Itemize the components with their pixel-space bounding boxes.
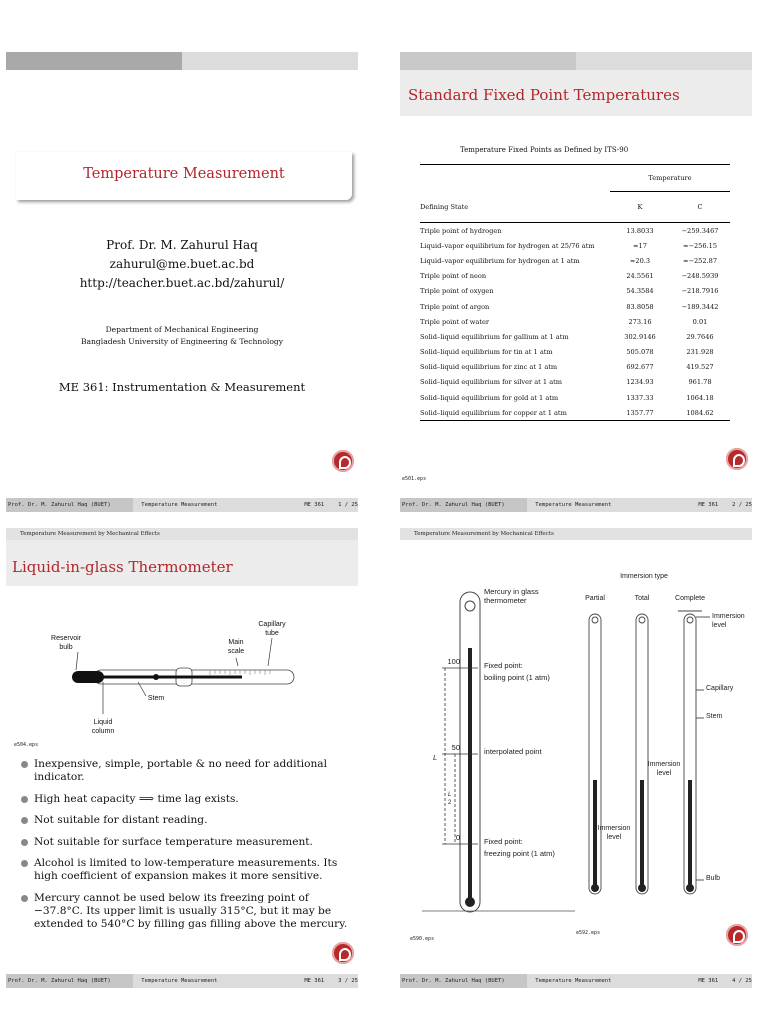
figure-file-label-left: e590.eps [410, 936, 435, 942]
title-box [16, 152, 352, 200]
footer-page: 3 / 25 [338, 978, 358, 984]
frame-title: Liquid-in-glass Thermometer [12, 558, 233, 576]
slide-footer [6, 498, 358, 512]
cell-celsius: 1064.18 [686, 393, 714, 402]
label-bulb: Bulb [706, 875, 721, 882]
col-defining-state: Defining State [420, 192, 610, 223]
cell-state: Triple point of water [420, 317, 490, 326]
footer-author: Prof. Dr. M. Zahurul Haq (BUET) [6, 498, 133, 512]
col-kelvin: K [610, 192, 670, 223]
cell-state: Liquid–vapor equilibrium for hydrogen at 1 atm [420, 256, 580, 265]
label-fixed-point-boiling-a: Fixed point: [484, 661, 523, 670]
cell-kelvin: 273.16 [628, 317, 652, 326]
label-fixed-point-boiling-b: boiling point (1 atm) [484, 673, 550, 682]
footer-course: ME 361 [698, 502, 719, 508]
table-row [420, 269, 730, 284]
label-stem: Stem [706, 713, 723, 720]
table-row [420, 405, 730, 421]
slide-4-immersion [400, 528, 752, 988]
course-title: ME 361: Instrumentation & Measurement [58, 380, 306, 394]
footer-title: Temperature Measurement [141, 502, 218, 508]
cell-state: Triple point of hydrogen [420, 226, 502, 235]
table-row [420, 329, 730, 344]
scale-50: 50 [451, 743, 460, 752]
cell-state: Triple point of argon [420, 302, 490, 311]
bullet-list [18, 758, 354, 939]
table-caption: Temperature Fixed Points as Defined by ITS-90 [460, 146, 629, 154]
table-row [420, 375, 730, 390]
cell-celsius: −218.7916 [681, 287, 719, 296]
buet-logo-icon [726, 924, 748, 946]
slide-3-liquid-in-glass [6, 528, 358, 988]
scale-0: 0 [455, 833, 460, 842]
cell-kelvin: ≈20.3 [629, 256, 651, 265]
cell-celsius: ≈−256.15 [682, 241, 718, 250]
slide-1-title [6, 52, 358, 512]
label-column: column [91, 728, 115, 735]
cell-state: Solid–liquid equilibrium for tin at 1 atm [420, 348, 553, 357]
cell-celsius: 0.01 [692, 317, 708, 326]
footer-page: 2 / 25 [732, 502, 752, 508]
immersion-diagram [400, 568, 752, 948]
cell-celsius: −259.3467 [681, 226, 719, 235]
table-row [420, 314, 730, 329]
cell-kelvin: 13.8033 [626, 226, 654, 235]
slide-header-bar [400, 52, 752, 70]
cell-state: Liquid–vapor equilibrium for hydrogen at 25/76 atm [420, 241, 595, 250]
label-scale: scale [227, 648, 245, 655]
col-celsius: C [670, 192, 730, 223]
cell-celsius: 29.7646 [686, 332, 714, 341]
temperature-group-header: Temperature [610, 165, 730, 192]
cell-celsius: 419.527 [686, 363, 714, 372]
table-row [420, 238, 730, 253]
thermometer-diagram [6, 608, 358, 748]
label-fixed-point-freezing-b: freezing point (1 atm) [484, 849, 555, 858]
slide-2-fixed-points [400, 52, 752, 512]
cell-kelvin: 1234.93 [626, 378, 654, 387]
label-two: 2 [448, 800, 452, 806]
table-row [420, 390, 730, 405]
table-row [420, 253, 730, 268]
bullet-item: Alcohol is limited to low-temperature measurements. Its high coefficient of expansion makes it more sensitive. [18, 857, 354, 883]
cell-state: Triple point of oxygen [420, 287, 494, 296]
cell-state: Solid–liquid equilibrium for silver at 1 atm [420, 378, 563, 387]
cell-celsius: 1084.62 [670, 405, 730, 421]
label-immersion-total: Immersion [647, 761, 681, 768]
cell-kelvin: 83.8058 [626, 302, 654, 311]
label-thermometer: thermometer [484, 596, 527, 605]
cell-kelvin: 302.9146 [624, 332, 656, 341]
author-name: Prof. Dr. M. Zahurul Haq [106, 238, 258, 252]
bullet-item: Not suitable for distant reading. [18, 814, 354, 827]
author-url: http://teacher.buet.ac.bd/zahurul/ [79, 276, 285, 290]
immersion-types-figure [585, 573, 745, 894]
slide-footer [6, 974, 358, 988]
table-row [420, 284, 730, 299]
label-immersion-type: Immersion type [620, 573, 668, 580]
label-stem: Stem [147, 695, 165, 702]
cell-kelvin: 1357.77 [610, 405, 670, 421]
label-bulb: bulb [59, 644, 73, 651]
cell-state: Solid–liquid equilibrium for zinc at 1 atm [420, 363, 558, 372]
cell-kelvin: ≈17 [633, 241, 647, 250]
cell-celsius: ≈−252.87 [682, 256, 718, 265]
footer-course: ME 361 [304, 502, 325, 508]
table-row [420, 345, 730, 360]
cell-celsius: 231.928 [686, 348, 714, 357]
slide-footer [400, 498, 752, 512]
cell-kelvin: 505.078 [626, 348, 654, 357]
label-total: Total [634, 595, 650, 602]
label-partial: Partial [585, 595, 605, 602]
mercury-thermometer-figure [422, 587, 575, 912]
buet-logo-icon [332, 450, 354, 472]
label-complete: Complete [675, 595, 705, 602]
author-block [6, 236, 358, 293]
label-main: Main [228, 639, 244, 646]
cell-state: Solid–liquid equilibrium for gallium at 1 atm [420, 332, 569, 341]
bullet-item: High heat capacity ⟹ time lag exists. [18, 793, 354, 806]
label-level-total: level [656, 770, 672, 777]
slide-header-bar [6, 52, 358, 70]
label-level-partial: level [606, 834, 622, 841]
label-level-top: level [712, 622, 727, 629]
bullet-item: Mercury cannot be used below its freezing point of −37.8°C. Its upper limit is usually 315°C, but it may be extended to 540°C by filling gas filling above the mercury. [18, 892, 354, 931]
cell-state: Solid–liquid equilibrium for copper at 1 atm [420, 405, 610, 421]
label-reservoir: Reservoir [51, 635, 81, 642]
cell-kelvin: 54.3584 [626, 287, 654, 296]
footer-title: Temperature Measurement [535, 502, 612, 508]
label-interpolated: interpolated point [484, 747, 542, 756]
figure-file-label: e501.eps [402, 476, 427, 482]
slide-footer [400, 974, 752, 988]
university: Bangladesh University of Engineering & Technology [80, 337, 284, 346]
bullet-item: Not suitable for surface temperature measurement. [18, 836, 354, 849]
label-L-half: L [448, 792, 452, 798]
scale-100: 100 [447, 657, 460, 666]
label-L: L [433, 753, 438, 762]
cell-celsius: 961.78 [688, 378, 712, 387]
figure-file-label: e504.eps [14, 742, 39, 748]
label-liquid: Liquid [93, 719, 113, 726]
cell-kelvin: 692.677 [626, 363, 654, 372]
label-tube: tube [265, 630, 279, 637]
table-body [420, 223, 730, 421]
footer-page: 4 / 25 [732, 978, 752, 984]
label-fixed-point-freezing-a: Fixed point: [484, 837, 523, 846]
bullet-item: Inexpensive, simple, portable & no need for additional indicator. [18, 758, 354, 784]
buet-logo-icon [332, 942, 354, 964]
buet-logo-icon [726, 448, 748, 470]
figure-file-label-right: e592.eps [576, 930, 601, 936]
cell-kelvin: 1337.33 [626, 393, 654, 402]
footer-author: Prof. Dr. M. Zahurul Haq (BUET) [400, 498, 527, 512]
label-capillary: Capillary [706, 685, 734, 692]
footer-page: 1 / 25 [338, 502, 358, 508]
footer-author: Prof. Dr. M. Zahurul Haq (BUET) [400, 974, 527, 988]
section-breadcrumb: Temperature Measurement by Mechanical Effects [400, 528, 752, 540]
footer-title: Temperature Measurement [141, 978, 218, 984]
cell-state: Triple point of neon [420, 272, 487, 281]
table-row [420, 223, 730, 239]
its90-table [420, 164, 730, 421]
cell-kelvin: 24.5561 [626, 272, 654, 281]
footer-course: ME 361 [304, 978, 325, 984]
footer-title: Temperature Measurement [535, 978, 612, 984]
footer-author: Prof. Dr. M. Zahurul Haq (BUET) [6, 974, 133, 988]
table-row [420, 299, 730, 314]
label-immersion-top: Immersion [712, 613, 745, 620]
label-mercury: Mercury in glass [484, 587, 539, 596]
cell-celsius: −248.5939 [681, 272, 719, 281]
footer-course: ME 361 [698, 978, 719, 984]
label-immersion-partial: Immersion [597, 825, 631, 832]
cell-state: Solid–liquid equilibrium for gold at 1 atm [420, 393, 559, 402]
presentation-title: Temperature Measurement [83, 166, 285, 182]
table-row [420, 360, 730, 375]
institute-block [6, 324, 358, 348]
section-breadcrumb: Temperature Measurement by Mechanical Effects [6, 528, 358, 540]
cell-celsius: −189.3442 [681, 302, 719, 311]
department: Department of Mechanical Engineering [105, 325, 259, 334]
author-email: zahurul@me.buet.ac.bd [109, 257, 255, 271]
frame-title: Standard Fixed Point Temperatures [408, 86, 680, 104]
label-capillary: Capillary [258, 621, 286, 628]
